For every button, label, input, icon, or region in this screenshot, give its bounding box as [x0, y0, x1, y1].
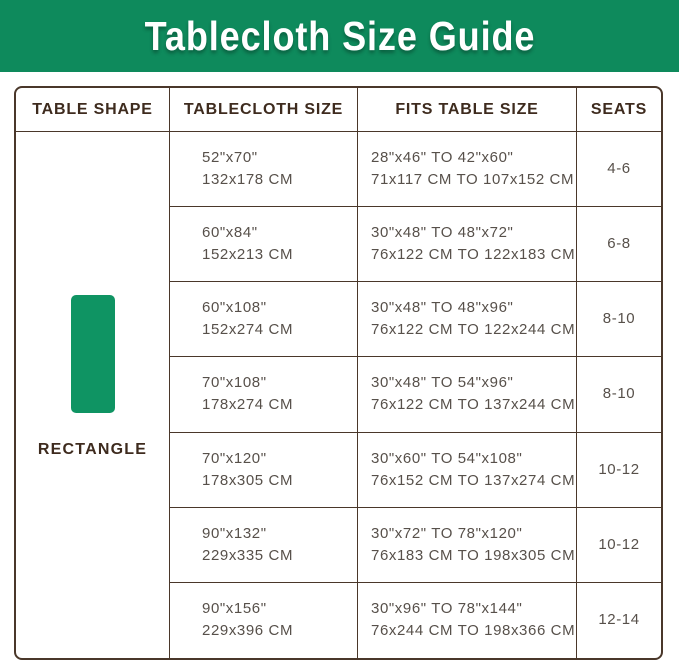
fits-cm: 76x183 CM TO 198x305 CM: [371, 546, 576, 564]
tablecloth-size-cell: [170, 132, 358, 207]
size-cm: 229x396 CM: [202, 622, 294, 640]
seats-cell: [577, 583, 661, 658]
seats-cell: [577, 357, 661, 432]
fits-inches: 30"x60" TO 54"x108": [371, 449, 523, 467]
size-inches: 52"x70": [202, 149, 258, 167]
size-inches: 90"x132": [202, 524, 267, 542]
fits-table-size-cell: [358, 583, 577, 658]
column-header-table-shape: TABLE SHAPE: [16, 88, 170, 132]
size-inches: 70"x120": [202, 449, 267, 467]
fits-inches: 30"x96" TO 78"x144": [371, 600, 523, 618]
seats-cell: [577, 282, 661, 357]
size-guide-table: [14, 86, 663, 660]
seats-value: 10-12: [598, 460, 640, 478]
fits-table-size-cell: [358, 282, 577, 357]
seats-value: 8-10: [602, 385, 636, 403]
size-cm: 152x213 CM: [202, 246, 294, 264]
tablecloth-size-cell: [170, 357, 358, 432]
column-header-fits-table-size: FITS TABLE SIZE: [358, 88, 577, 132]
size-inches: 90"x156": [202, 600, 267, 618]
tablecloth-size-cell: [170, 282, 358, 357]
size-inches: 60"x84": [202, 224, 258, 242]
tablecloth-size-cell: [170, 207, 358, 282]
fits-table-size-cell: [358, 433, 577, 508]
shape-label: RECTANGLE: [37, 441, 148, 458]
size-cm: 178x274 CM: [202, 396, 294, 414]
seats-cell: [577, 508, 661, 583]
fits-inches: 30"x48" TO 48"x72": [371, 224, 514, 242]
seats-value: 10-12: [598, 535, 640, 553]
seats-value: 12-14: [598, 611, 640, 629]
page-title: Tablecloth Size Guide: [144, 12, 535, 59]
size-inches: 70"x108": [202, 374, 267, 392]
fits-cm: 76x122 CM TO 122x183 CM: [371, 246, 576, 264]
tablecloth-size-cell: [170, 583, 358, 658]
column-header-seats: SEATS: [577, 88, 661, 132]
fits-cm: 76x122 CM TO 122x244 CM: [371, 321, 576, 339]
fits-table-size-cell: [358, 132, 577, 207]
fits-cm: 71x117 CM TO 107x152 CM: [371, 171, 575, 189]
seats-value: 4-6: [607, 160, 631, 178]
seats-cell: [577, 132, 661, 207]
rectangle-shape-icon: [71, 295, 115, 413]
column-header-tablecloth-size: TABLECLOTH SIZE: [170, 88, 358, 132]
fits-inches: 30"x48" TO 54"x96": [371, 374, 514, 392]
size-cm: 152x274 CM: [202, 321, 294, 339]
fits-cm: 76x152 CM TO 137x274 CM: [371, 471, 576, 489]
fits-table-size-cell: [358, 207, 577, 282]
fits-inches: 28"x46" TO 42"x60": [371, 149, 514, 167]
seats-cell: [577, 207, 661, 282]
fits-table-size-cell: [358, 357, 577, 432]
size-cm: 178x305 CM: [202, 471, 294, 489]
size-inches: 60"x108": [202, 299, 267, 317]
fits-table-size-cell: [358, 508, 577, 583]
fits-inches: 30"x72" TO 78"x120": [371, 524, 523, 542]
table-shape-cell: [16, 132, 170, 658]
fits-inches: 30"x48" TO 48"x96": [371, 299, 514, 317]
size-cm: 132x178 CM: [202, 171, 294, 189]
fits-cm: 76x244 CM TO 198x366 CM: [371, 622, 576, 640]
header-banner: [0, 0, 679, 72]
seats-value: 6-8: [607, 235, 631, 253]
tablecloth-size-cell: [170, 508, 358, 583]
fits-cm: 76x122 CM TO 137x244 CM: [371, 396, 576, 414]
tablecloth-size-cell: [170, 433, 358, 508]
size-cm: 229x335 CM: [202, 546, 294, 564]
seats-cell: [577, 433, 661, 508]
seats-value: 8-10: [602, 310, 636, 328]
